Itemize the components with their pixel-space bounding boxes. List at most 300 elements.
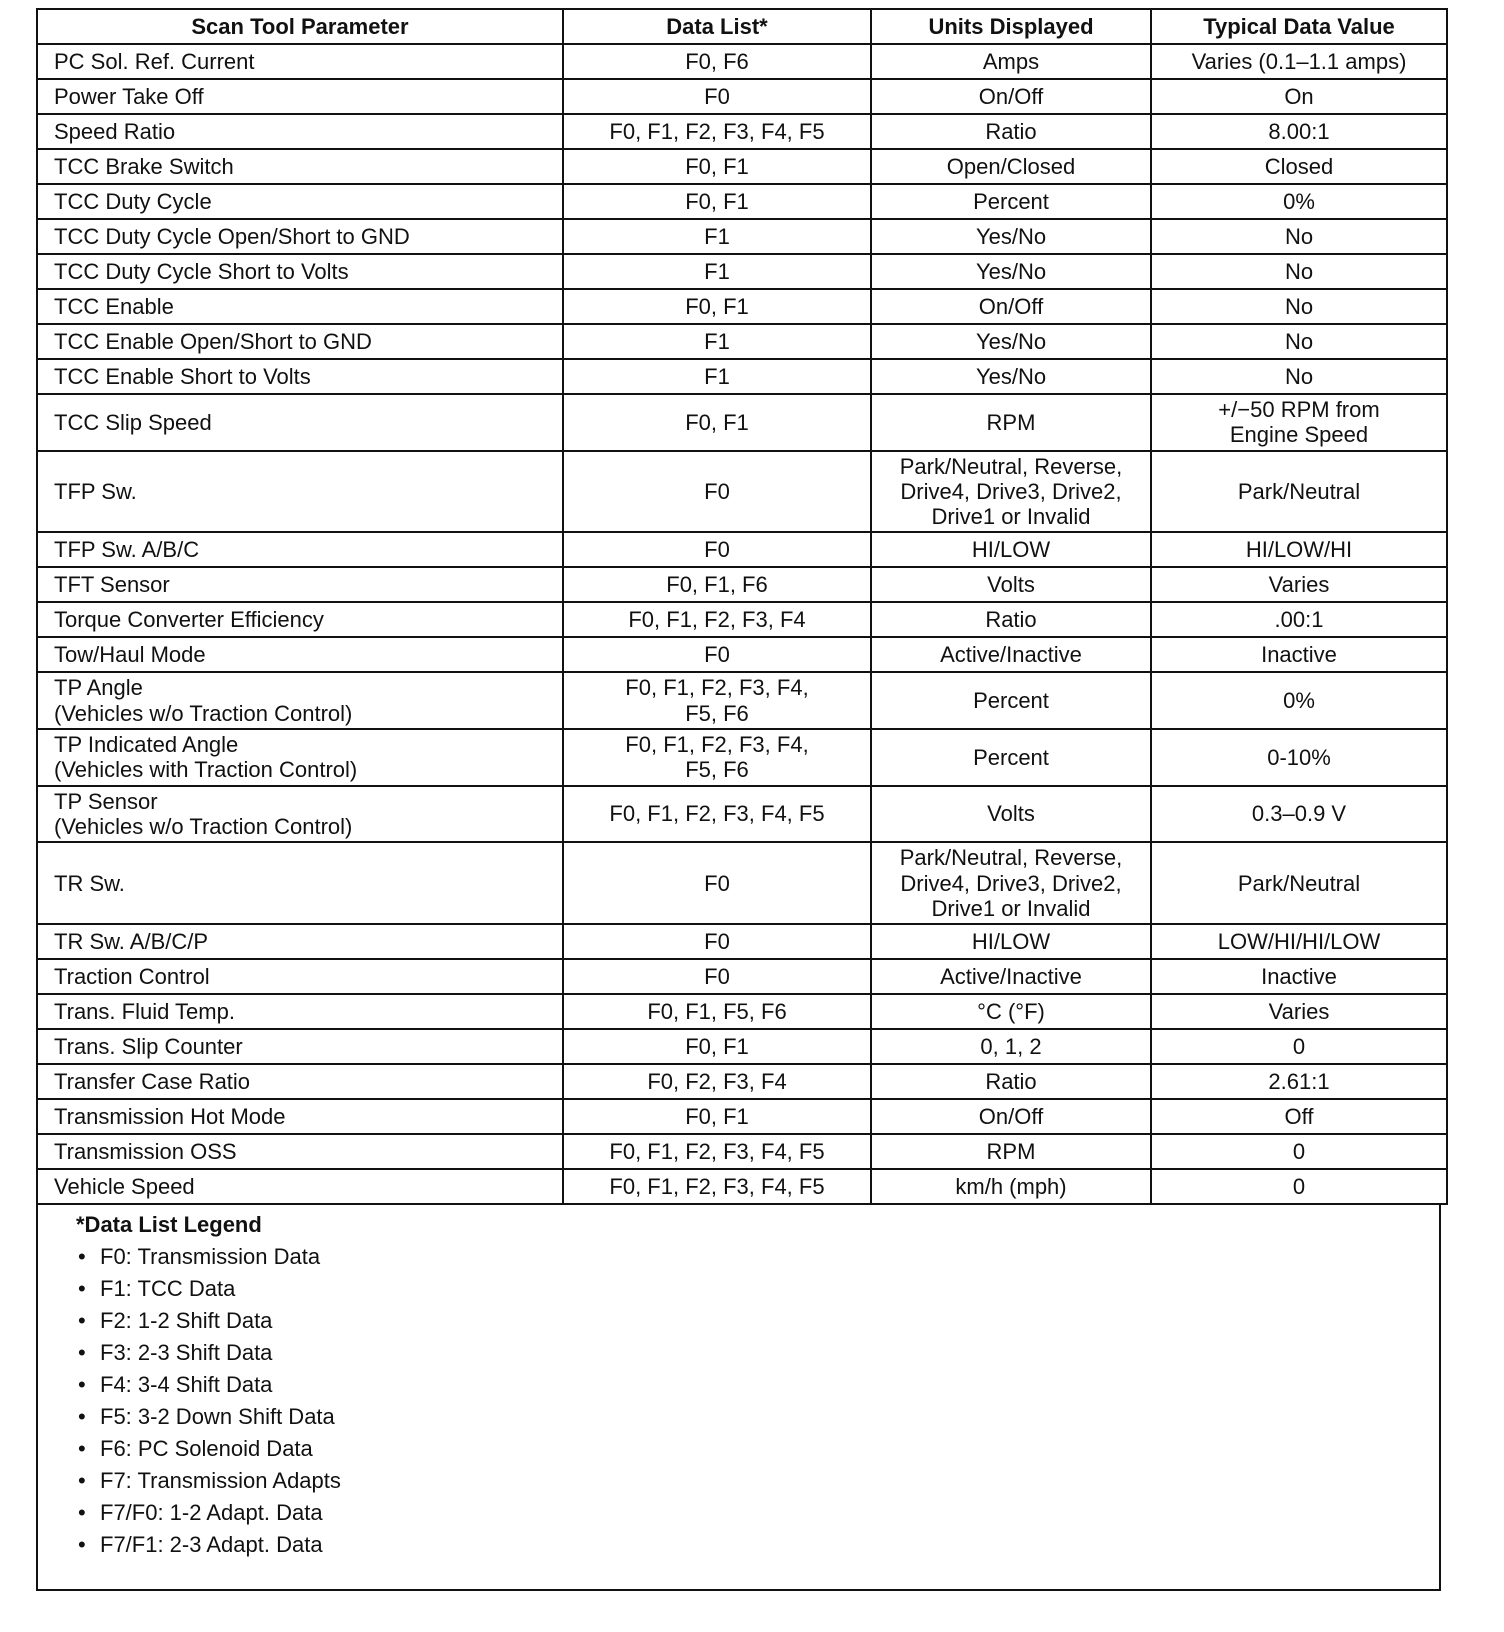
- cell-units: [871, 184, 1151, 219]
- cell-parameter-line: Speed Ratio: [54, 118, 176, 144]
- cell-units-line: HI/LOW: [971, 929, 1051, 954]
- cell-parameter-line: TP Indicated Angle: [54, 732, 239, 758]
- legend-item: [76, 1401, 1439, 1433]
- legend-item: [76, 1497, 1439, 1529]
- cell-data-list: [563, 451, 871, 533]
- cell-data-list: [563, 567, 871, 602]
- cell-data-list: [563, 394, 871, 451]
- cell-parameter-line: TCC Duty Cycle Open/Short to GND: [54, 223, 410, 249]
- cell-units: [871, 254, 1151, 289]
- cell-typical-value-line: 0-10%: [1267, 744, 1331, 770]
- cell-parameter-line: Tow/Haul Mode: [54, 642, 206, 668]
- cell-typical-value-line: Varies: [1268, 572, 1330, 598]
- cell-units-line: Percent: [973, 188, 1049, 214]
- cell-units-line: Ratio: [985, 607, 1037, 633]
- cell-data-list-line: F0, F1: [685, 153, 749, 179]
- header-units-displayed: Units Displayed: [871, 9, 1151, 44]
- cell-parameter: [37, 994, 563, 1029]
- cell-data-list-line: F5, F6: [685, 757, 749, 783]
- cell-data-list: [563, 1134, 871, 1169]
- cell-data-list-line: F0, F1: [685, 1034, 749, 1059]
- cell-typical-value: [1151, 289, 1447, 324]
- cell-parameter: [37, 44, 563, 79]
- cell-data-list: [563, 1029, 871, 1064]
- header-scan-tool-parameter: Scan Tool Parameter: [37, 9, 563, 44]
- legend-item-text: F6: PC Solenoid Data: [100, 1436, 313, 1462]
- cell-data-list: [563, 219, 871, 254]
- cell-parameter-line: TCC Enable: [54, 293, 174, 319]
- cell-typical-value: [1151, 1134, 1447, 1169]
- cell-units: [871, 44, 1151, 79]
- cell-units: [871, 602, 1151, 637]
- cell-data-list: [563, 959, 871, 994]
- cell-typical-value-line: Inactive: [1261, 642, 1337, 668]
- cell-typical-value-line: 0%: [1283, 688, 1315, 714]
- legend-item-text: F7: Transmission Adapts: [100, 1468, 341, 1494]
- cell-parameter-line: Trans. Fluid Temp.: [54, 999, 235, 1024]
- cell-parameter-line: TR Sw. A/B/C/P: [54, 929, 209, 954]
- cell-data-list-line: F0, F1, F2, F3, F4,: [625, 732, 809, 758]
- cell-units-line: Percent: [973, 688, 1049, 714]
- cell-parameter: [37, 1029, 563, 1064]
- cell-units-line: °C (°F): [977, 999, 1045, 1024]
- legend-item: [76, 1529, 1439, 1561]
- cell-units: [871, 219, 1151, 254]
- legend-item-text: F3: 2-3 Shift Data: [100, 1340, 273, 1366]
- cell-units-line: 0, 1, 2: [980, 1034, 1042, 1059]
- legend-item: [76, 1305, 1439, 1337]
- cell-units: [871, 79, 1151, 114]
- cell-units-line: Yes/No: [975, 363, 1047, 389]
- table-row: [37, 394, 1447, 451]
- header-data-list: Data List*: [563, 9, 871, 44]
- cell-parameter-line: TR Sw.: [54, 870, 125, 896]
- cell-parameter-line: TCC Enable Open/Short to GND: [54, 328, 372, 354]
- cell-typical-value-line: Park/Neutral: [1237, 870, 1361, 896]
- scan-tool-parameter-table: [36, 8, 1448, 1205]
- cell-parameter: [37, 959, 563, 994]
- cell-data-list: [563, 359, 871, 394]
- cell-data-list: [563, 532, 871, 567]
- cell-units: [871, 1064, 1151, 1099]
- table-row: [37, 219, 1447, 254]
- legend-item: [76, 1337, 1439, 1369]
- cell-parameter-line: TFT Sensor: [54, 572, 170, 598]
- cell-parameter: [37, 1064, 563, 1099]
- cell-units-line: Open/Closed: [946, 153, 1076, 179]
- table-row: [37, 1029, 1447, 1064]
- bullet-icon: •: [78, 1276, 86, 1302]
- cell-typical-value-line: Closed: [1264, 153, 1334, 179]
- cell-units: [871, 1029, 1151, 1064]
- cell-units: [871, 924, 1151, 959]
- cell-typical-value-line: Engine Speed: [1229, 422, 1369, 448]
- cell-typical-value-line: No: [1284, 293, 1314, 319]
- cell-typical-value: [1151, 842, 1447, 924]
- cell-typical-value-line: HI/LOW/HI: [1245, 537, 1353, 563]
- cell-units-line: Yes/No: [975, 258, 1047, 284]
- cell-parameter-line: TCC Duty Cycle Short to Volts: [54, 258, 349, 284]
- cell-units: [871, 994, 1151, 1029]
- cell-parameter: [37, 451, 563, 533]
- table-row: [37, 1099, 1447, 1134]
- bullet-icon: •: [78, 1244, 86, 1270]
- bullet-icon: •: [78, 1372, 86, 1398]
- cell-parameter-line: Transmission Hot Mode: [54, 1104, 286, 1129]
- cell-parameter: [37, 1134, 563, 1169]
- cell-typical-value: [1151, 324, 1447, 359]
- cell-units: [871, 451, 1151, 533]
- cell-typical-value: [1151, 786, 1447, 843]
- cell-parameter-line: TCC Slip Speed: [54, 409, 212, 435]
- cell-typical-value: [1151, 79, 1447, 114]
- cell-parameter: [37, 79, 563, 114]
- bullet-icon: •: [78, 1436, 86, 1462]
- cell-units-line: Active/Inactive: [940, 964, 1082, 989]
- cell-units: [871, 672, 1151, 729]
- cell-typical-value-line: Varies (0.1–1.1 amps): [1191, 48, 1407, 74]
- cell-typical-value: [1151, 532, 1447, 567]
- cell-units-line: Amps: [982, 48, 1040, 74]
- table-body: [37, 44, 1447, 1204]
- cell-parameter-line: TFP Sw.: [54, 478, 137, 504]
- table-row: [37, 359, 1447, 394]
- cell-data-list: [563, 1169, 871, 1204]
- cell-data-list: [563, 602, 871, 637]
- cell-units-line: Park/Neutral, Reverse,: [899, 845, 1123, 871]
- cell-parameter: [37, 289, 563, 324]
- cell-parameter-line: Transmission OSS: [54, 1139, 237, 1164]
- legend-item-text: F5: 3-2 Down Shift Data: [100, 1404, 335, 1430]
- cell-typical-value-line: Inactive: [1261, 964, 1337, 989]
- cell-data-list: [563, 637, 871, 672]
- cell-units: [871, 959, 1151, 994]
- cell-typical-value-line: Park/Neutral: [1237, 478, 1361, 504]
- cell-typical-value-line: No: [1284, 328, 1314, 354]
- cell-data-list: [563, 1099, 871, 1134]
- cell-typical-value: [1151, 394, 1447, 451]
- legend-item-text: F4: 3-4 Shift Data: [100, 1372, 273, 1398]
- table-row: [37, 289, 1447, 324]
- cell-units-line: Drive1 or Invalid: [931, 895, 1091, 921]
- table-row: [37, 532, 1447, 567]
- cell-parameter: [37, 532, 563, 567]
- table-row: [37, 567, 1447, 602]
- cell-parameter: [37, 184, 563, 219]
- cell-data-list-line: F0: [704, 83, 730, 109]
- cell-parameter: [37, 359, 563, 394]
- cell-data-list-line: F0, F1: [685, 293, 749, 319]
- cell-parameter: [37, 842, 563, 924]
- legend-item-text: F0: Transmission Data: [100, 1244, 321, 1270]
- cell-typical-value: [1151, 924, 1447, 959]
- cell-units: [871, 289, 1151, 324]
- table-header-row: [37, 9, 1447, 44]
- cell-typical-value: [1151, 149, 1447, 184]
- cell-data-list-line: F0: [704, 537, 730, 563]
- cell-data-list-line: F0: [704, 870, 730, 896]
- cell-units-line: Drive4, Drive3, Drive2,: [900, 478, 1122, 504]
- cell-data-list-line: F0, F6: [685, 48, 749, 74]
- cell-parameter-line: Torque Converter Efficiency: [54, 607, 324, 633]
- cell-parameter: [37, 786, 563, 843]
- table-row: [37, 114, 1447, 149]
- table-row: [37, 324, 1447, 359]
- cell-typical-value-line: .00:1: [1274, 607, 1324, 633]
- cell-typical-value: [1151, 359, 1447, 394]
- cell-typical-value-line: LOW/HI/HI/LOW: [1217, 929, 1381, 954]
- cell-typical-value-line: No: [1284, 223, 1314, 249]
- cell-parameter: [37, 729, 563, 786]
- cell-typical-value-line: 0: [1292, 1034, 1306, 1059]
- cell-units-line: Drive4, Drive3, Drive2,: [900, 870, 1122, 896]
- cell-typical-value: [1151, 672, 1447, 729]
- table-row: [37, 184, 1447, 219]
- cell-typical-value-line: On: [1284, 83, 1314, 109]
- cell-typical-value-line: No: [1284, 363, 1314, 389]
- cell-typical-value: [1151, 114, 1447, 149]
- legend-item: [76, 1241, 1439, 1273]
- bullet-icon: •: [78, 1404, 86, 1430]
- cell-units-line: HI/LOW: [971, 537, 1051, 563]
- cell-parameter-line: Traction Control: [54, 964, 210, 989]
- cell-data-list-line: F0: [704, 964, 730, 989]
- cell-typical-value: [1151, 959, 1447, 994]
- legend-title: *Data List Legend: [76, 1212, 262, 1238]
- table-row: [37, 44, 1447, 79]
- cell-data-list: [563, 114, 871, 149]
- cell-units: [871, 394, 1151, 451]
- cell-typical-value: [1151, 254, 1447, 289]
- table-row: [37, 602, 1447, 637]
- cell-units-line: Yes/No: [975, 223, 1047, 249]
- cell-units-line: RPM: [986, 409, 1036, 435]
- cell-typical-value-line: 0.3–0.9 V: [1251, 801, 1347, 827]
- cell-typical-value-line: 0%: [1283, 188, 1315, 214]
- cell-data-list-line: F0, F1, F2, F3, F4, F5: [609, 1174, 825, 1199]
- cell-typical-value: [1151, 184, 1447, 219]
- cell-typical-value: [1151, 219, 1447, 254]
- cell-data-list-line: F0, F1: [685, 409, 749, 435]
- cell-data-list-line: F0, F1, F2, F3, F4, F5: [609, 1139, 825, 1164]
- cell-units-line: Ratio: [985, 118, 1037, 144]
- cell-typical-value-line: 2.61:1: [1268, 1069, 1330, 1094]
- cell-units-line: On/Off: [978, 1104, 1044, 1129]
- cell-typical-value-line: +/−50 RPM from: [1218, 397, 1380, 422]
- cell-parameter: [37, 672, 563, 729]
- cell-data-list-line: F0, F1, F2, F3, F4,: [625, 675, 809, 701]
- table-row: [37, 254, 1447, 289]
- cell-data-list-line: F1: [704, 363, 730, 389]
- cell-parameter-line: PC Sol. Ref. Current: [54, 48, 255, 74]
- cell-units: [871, 729, 1151, 786]
- cell-data-list: [563, 924, 871, 959]
- table-row: [37, 451, 1447, 533]
- cell-parameter: [37, 924, 563, 959]
- cell-typical-value: [1151, 1169, 1447, 1204]
- legend-item: [76, 1369, 1439, 1401]
- cell-typical-value-line: 0: [1292, 1139, 1306, 1164]
- header-typical-data-value: Typical Data Value: [1151, 9, 1447, 44]
- cell-data-list: [563, 149, 871, 184]
- cell-units-line: Percent: [973, 744, 1049, 770]
- cell-parameter-line: Transfer Case Ratio: [54, 1069, 251, 1094]
- table-row: [37, 959, 1447, 994]
- data-list-legend: [36, 1205, 1441, 1591]
- cell-data-list: [563, 994, 871, 1029]
- cell-data-list-line: F0, F1, F2, F3, F4: [628, 607, 806, 633]
- cell-typical-value-line: 0: [1292, 1174, 1306, 1199]
- cell-parameter: [37, 114, 563, 149]
- cell-parameter-line: TCC Brake Switch: [54, 153, 234, 179]
- cell-data-list-line: F1: [704, 328, 730, 354]
- cell-parameter: [37, 149, 563, 184]
- cell-parameter-line: Vehicle Speed: [54, 1174, 195, 1199]
- cell-typical-value-line: No: [1284, 258, 1314, 284]
- cell-parameter: [37, 1099, 563, 1134]
- cell-data-list: [563, 184, 871, 219]
- cell-parameter: [37, 324, 563, 359]
- bullet-icon: •: [78, 1308, 86, 1334]
- table-row: [37, 994, 1447, 1029]
- cell-data-list-line: F0, F1, F5, F6: [647, 999, 787, 1024]
- cell-units-line: Yes/No: [975, 328, 1047, 354]
- cell-data-list-line: F0, F1: [685, 1104, 749, 1129]
- cell-units: [871, 1169, 1151, 1204]
- cell-units: [871, 324, 1151, 359]
- cell-parameter: [37, 254, 563, 289]
- cell-data-list-line: F5, F6: [685, 700, 749, 726]
- cell-typical-value: [1151, 1099, 1447, 1134]
- cell-data-list-line: F0, F1, F6: [666, 572, 768, 598]
- cell-data-list: [563, 289, 871, 324]
- cell-data-list: [563, 729, 871, 786]
- legend-list: [76, 1241, 1439, 1561]
- cell-units: [871, 637, 1151, 672]
- cell-typical-value: [1151, 637, 1447, 672]
- table-row: [37, 637, 1447, 672]
- cell-units: [871, 359, 1151, 394]
- cell-units-line: Active/Inactive: [940, 642, 1082, 668]
- table-row: [37, 79, 1447, 114]
- cell-data-list-line: F0, F1: [685, 188, 749, 214]
- cell-units-line: Volts: [987, 572, 1035, 598]
- cell-typical-value-line: Off: [1284, 1104, 1314, 1129]
- cell-units: [871, 786, 1151, 843]
- cell-parameter: [37, 1169, 563, 1204]
- cell-units-line: km/h (mph): [955, 1174, 1067, 1199]
- cell-typical-value: [1151, 451, 1447, 533]
- cell-typical-value: [1151, 994, 1447, 1029]
- table-row: [37, 1169, 1447, 1204]
- cell-data-list: [563, 44, 871, 79]
- cell-parameter: [37, 602, 563, 637]
- bullet-icon: •: [78, 1340, 86, 1366]
- cell-parameter: [37, 567, 563, 602]
- table-row: [37, 924, 1447, 959]
- cell-data-list-line: F0: [704, 929, 730, 954]
- cell-units: [871, 567, 1151, 602]
- cell-typical-value: [1151, 567, 1447, 602]
- cell-units-line: On/Off: [978, 293, 1044, 319]
- cell-data-list: [563, 324, 871, 359]
- cell-parameter: [37, 637, 563, 672]
- cell-typical-value: [1151, 1029, 1447, 1064]
- cell-data-list-line: F0, F2, F3, F4: [647, 1069, 787, 1094]
- cell-units: [871, 114, 1151, 149]
- cell-parameter-line: TCC Duty Cycle: [54, 188, 212, 214]
- bullet-icon: •: [78, 1532, 86, 1558]
- cell-data-list-line: F0, F1, F2, F3, F4, F5: [609, 118, 825, 144]
- cell-data-list: [563, 842, 871, 924]
- cell-units: [871, 1099, 1151, 1134]
- table-row: [37, 729, 1447, 786]
- cell-typical-value: [1151, 729, 1447, 786]
- cell-parameter-line: (Vehicles with Traction Control): [54, 757, 358, 783]
- cell-typical-value-line: 8.00:1: [1268, 118, 1330, 144]
- cell-data-list: [563, 1064, 871, 1099]
- cell-parameter: [37, 219, 563, 254]
- cell-parameter: [37, 394, 563, 451]
- cell-data-list-line: F0: [704, 642, 730, 668]
- cell-data-list: [563, 672, 871, 729]
- legend-item-text: F1: TCC Data: [100, 1276, 236, 1302]
- cell-typical-value: [1151, 602, 1447, 637]
- cell-typical-value: [1151, 1064, 1447, 1099]
- cell-units-line: On/Off: [978, 83, 1044, 109]
- cell-data-list-line: F1: [704, 223, 730, 249]
- cell-units: [871, 532, 1151, 567]
- cell-units: [871, 149, 1151, 184]
- legend-item-text: F2: 1-2 Shift Data: [100, 1308, 273, 1334]
- legend-item-text: F7/F0: 1-2 Adapt. Data: [100, 1500, 323, 1526]
- table-row: [37, 149, 1447, 184]
- cell-parameter-line: TCC Enable Short to Volts: [54, 363, 311, 389]
- cell-units-line: Volts: [987, 801, 1035, 827]
- cell-units-line: Park/Neutral, Reverse,: [899, 453, 1123, 479]
- table-row: [37, 786, 1447, 843]
- cell-parameter-line: Power Take Off: [54, 83, 204, 109]
- cell-typical-value: [1151, 44, 1447, 79]
- cell-parameter-line: Trans. Slip Counter: [54, 1034, 243, 1059]
- cell-data-list: [563, 254, 871, 289]
- legend-item: [76, 1433, 1439, 1465]
- cell-units-line: Ratio: [985, 1069, 1037, 1094]
- cell-data-list: [563, 786, 871, 843]
- cell-data-list-line: F0: [704, 478, 730, 504]
- bullet-icon: •: [78, 1500, 86, 1526]
- cell-parameter-line: (Vehicles w/o Traction Control): [54, 700, 353, 726]
- cell-parameter-line: TFP Sw. A/B/C: [54, 537, 200, 563]
- cell-units: [871, 1134, 1151, 1169]
- cell-data-list-line: F0, F1, F2, F3, F4, F5: [609, 801, 825, 827]
- table-row: [37, 842, 1447, 924]
- cell-units-line: RPM: [986, 1139, 1036, 1164]
- cell-parameter-line: TP Sensor: [54, 788, 158, 814]
- scan-tool-data-sheet: [36, 8, 1446, 1591]
- table-row: [37, 1134, 1447, 1169]
- cell-units-line: Drive1 or Invalid: [931, 504, 1091, 530]
- legend-item: [76, 1273, 1439, 1305]
- cell-parameter-line: TP Angle: [54, 675, 143, 701]
- table-row: [37, 672, 1447, 729]
- cell-units: [871, 842, 1151, 924]
- cell-typical-value-line: Varies: [1268, 999, 1330, 1024]
- cell-data-list-line: F1: [704, 258, 730, 284]
- legend-item: [76, 1465, 1439, 1497]
- legend-item-text: F7/F1: 2-3 Adapt. Data: [100, 1532, 323, 1558]
- table-row: [37, 1064, 1447, 1099]
